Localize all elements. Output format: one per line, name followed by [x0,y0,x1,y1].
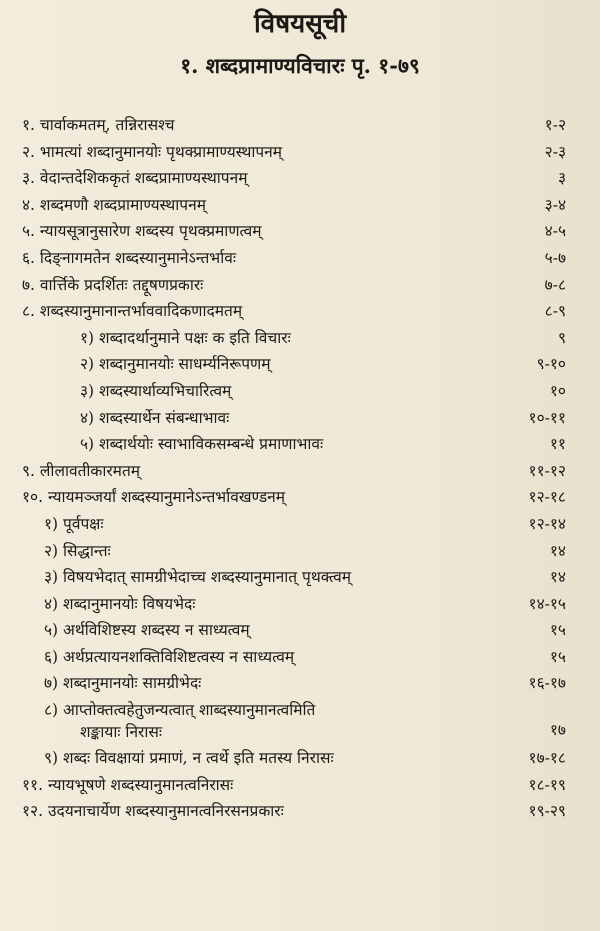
toc-entry-text: ७. वार्त्तिके प्रदर्शितः तद्दूषणप्रकारः [22,275,204,294]
toc-entry-page: १९-२९ [528,802,566,821]
toc-entry-text: ३) शब्दस्यार्थाव्यभिचारित्वम् [80,381,232,400]
toc-entry-text: १. चार्वाकमतम्, तन्निरासश्च [22,116,175,134]
toc-subentry [0,325,600,352]
toc-subentry [0,591,600,618]
toc-entry-page: १२-१४ [528,514,566,533]
toc-entry-page: ४-५ [544,222,566,241]
toc-entry-page: ११ [549,435,566,454]
toc-entry-page: ३-४ [544,195,566,214]
toc-entry-text: ४) शब्दानुमानयोः विषयभेदः [44,594,196,613]
toc-entry-text: ११. न्यायभूषणे शब्दस्यानुमानत्वनिरासः [22,775,234,794]
toc-entry-page: २-३ [544,142,566,161]
toc-subentry [0,351,600,378]
toc-subentry [0,745,600,772]
section-title: १. शब्दप्रामाण्यविचारः पृ. १-७९ [180,53,420,78]
toc-entry [0,458,600,485]
toc-subentry [0,617,600,644]
toc-subentry [0,378,600,405]
toc-entry-page: १५ [549,647,566,666]
toc-entry [0,112,600,139]
toc-entry [0,798,600,825]
toc-entry-page: १४ [549,568,566,587]
toc-entry-text: ६) अर्थप्रत्यायनशक्तिविशिष्टत्वस्य न साध्यत्वम् [44,647,295,666]
toc-entry-text: १२. उदयनाचार्येण शब्दस्यानुमानत्वनिरसनप्रकारः [22,802,284,821]
toc-subentry [0,564,600,591]
toc-entry [0,245,600,272]
toc-entry-page: ११-१२ [528,461,566,480]
toc-entry-page: १०-११ [528,408,566,427]
toc-entry [0,165,600,192]
toc-entry [0,218,600,245]
toc-entry [0,772,600,799]
toc-entry-text: १) शब्दादर्थानुमाने पक्षः क इति विचारः [80,328,291,347]
toc-entry-text: ४) शब्दस्यार्थेन संबन्धाभावः [80,408,230,427]
toc-subentry [0,670,600,697]
toc-entry-page: १२-१८ [528,488,566,507]
toc-entry-text: ५) अर्थविशिष्टस्य शब्दस्य न साध्यत्वम् [44,621,250,640]
toc-entry-text: ७) शब्दानुमानयोः सामग्रीभेदः [44,674,202,693]
toc-entry-text-continued: शङ्कायाः निरासः [80,723,163,742]
toc-entry-page: ५-७ [544,248,566,267]
toc-entry [0,484,600,511]
toc-entry [0,272,600,299]
toc-subentry [0,511,600,538]
toc-entry-text: ८. शब्दस्यानुमानान्तर्भाववादिकणादमतम् [22,302,243,321]
toc-entry-text: ९. लीलावतीकारमतम् [22,461,141,480]
toc-entry-page: १६-१७ [528,674,566,693]
toc-entry-page: ३ [557,169,566,188]
toc-entry-text: ९) शब्दः विवक्षायां प्रमाणं, न त्वर्थे इति मतस्य निरासः [44,749,334,768]
toc-entry-page: ९-१० [536,355,566,374]
toc-entry-text: २) शब्दानुमानयोः साधर्म्यनिरूपणम् [80,355,271,374]
toc-entry-page: १८-१९ [528,775,566,794]
toc-subentry [0,405,600,432]
toc-entry-page: १५ [549,621,566,640]
toc-entry-text: ८) आप्तोक्तत्वहेतुजन्यत्वात् शाब्दस्यानुमानत्वमिति [44,701,316,720]
toc-entry-page: ८-९ [544,302,566,321]
toc-entry-text: ५) शब्दार्थयोः स्वाभाविकसम्बन्धे प्रमाणाभावः [80,435,324,454]
toc-entry-text: २. भामत्यां शब्दानुमानयोः पृथक्प्रामाण्यस्थापनम् [22,142,283,161]
toc-entry-page: ९ [557,328,566,347]
table-of-contents [0,112,600,825]
toc-entry-page: १७-१८ [528,749,566,768]
toc-entry-page: १० [549,381,566,400]
toc-subentry [0,697,600,745]
toc-entry-text: १०. न्यायमञ्जर्यां शब्दस्यानुमानेऽन्तर्भावखण्डनम् [22,488,286,507]
toc-entry [0,139,600,166]
toc-entry-page: १७ [549,721,566,740]
toc-entry-text: २) सिद्धान्तः [44,541,111,560]
toc-subentry [0,431,600,458]
toc-entry-text: ६. दिङ्नागमतेन शब्दस्यानुमानेऽन्तर्भावः [22,248,236,267]
toc-entry-text: ३. वेदान्तदेशिककृतं शब्दप्रामाण्यस्थापनम् [22,169,248,188]
toc-entry [0,298,600,325]
page-heading: विषयसूची [253,9,347,39]
toc-entry-text: ३) विषयभेदात् सामग्रीभेदाच्च शब्दस्यानुमानात् पृथक्त्वम् [44,568,352,587]
toc-entry-page: १४-१५ [528,594,566,613]
toc-entry-text: ५. न्यायसूत्रानुसारेण शब्दस्य पृथक्प्रमाणत्वम् [22,222,262,241]
toc-entry-page: १-२ [544,116,566,134]
toc-subentry [0,644,600,671]
toc-entry-page: १४ [549,541,566,560]
toc-entry-text: ४. शब्दमणौ शब्दप्रामाण्यस्थापनम् [22,195,206,214]
toc-entry-text: १) पूर्वपक्षः [44,514,104,533]
toc-entry [0,192,600,219]
toc-subentry [0,538,600,565]
toc-entry-page: ७-८ [544,275,566,294]
